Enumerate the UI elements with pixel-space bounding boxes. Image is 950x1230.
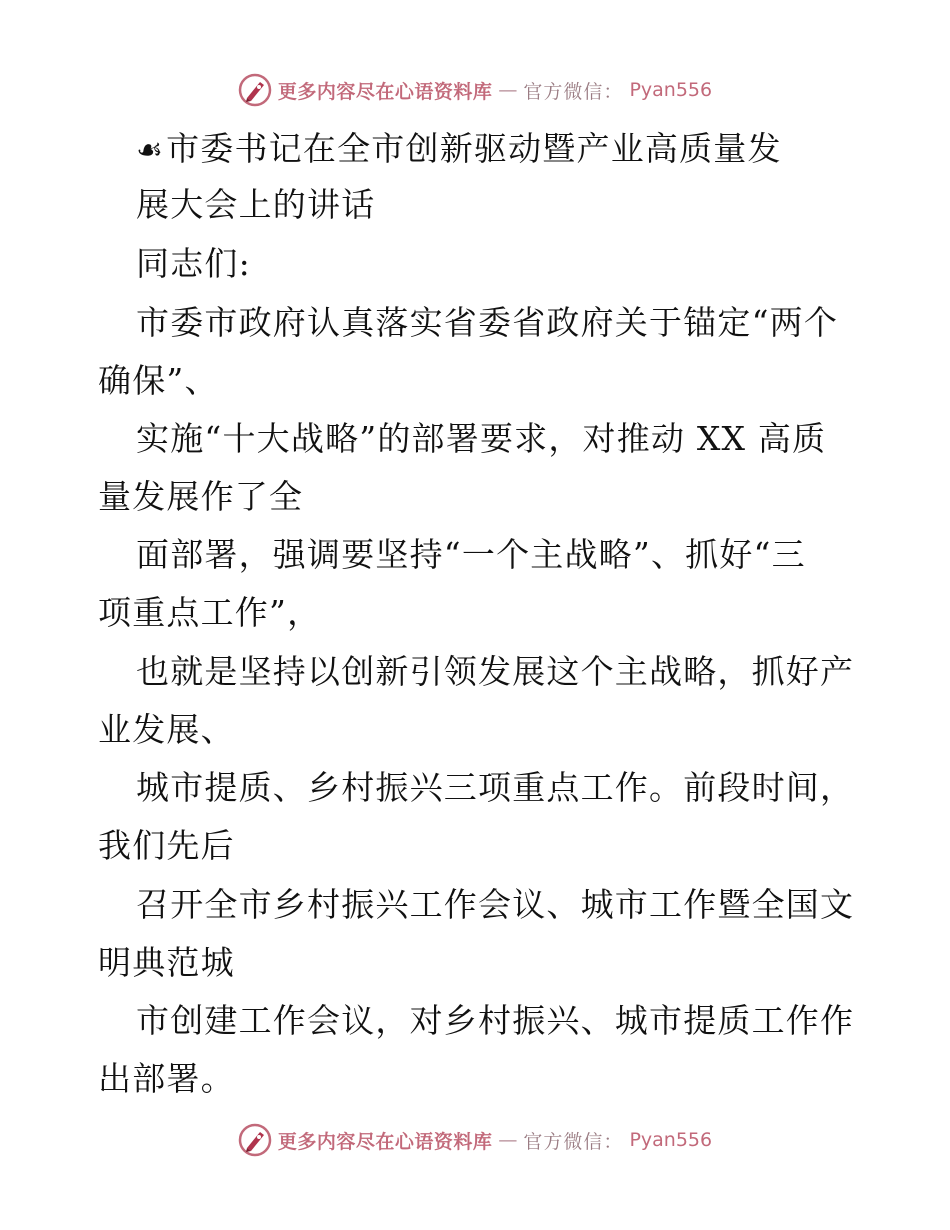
paragraph-line: 市创建工作会议，对乡村振兴、城市提质工作作 — [136, 1001, 855, 1040]
watermark-dash: — — [498, 1129, 518, 1151]
watermark-main-text: 更多内容尽在心语资料库 — [277, 80, 493, 103]
fleuron-icon: ☙ — [136, 133, 165, 168]
header-watermark — [0, 70, 950, 110]
paragraph-line: 量发展作了全 — [98, 477, 304, 516]
paragraph-line: 确保”、 — [98, 361, 219, 400]
watermark-wechat-id: Pyan556 — [629, 79, 713, 101]
document-title-line-1: ☙市委书记在全市创新驱动暨产业高质量发 — [136, 129, 782, 168]
paragraph-line: 召开全市乡村振兴工作会议、城市工作暨全国文 — [136, 885, 855, 924]
watermark-dash: — — [498, 79, 518, 101]
paragraph-line: 也就是坚持以创新引领发展这个主战略，抓好产 — [136, 652, 855, 691]
watermark-main-text: 更多内容尽在心语资料库 — [277, 1130, 493, 1153]
paragraph-line: 市委市政府认真落实省委省政府关于锚定“两个 — [136, 303, 839, 342]
paragraph-line: 业发展、 — [98, 710, 235, 749]
salutation: 同志们: — [136, 244, 251, 283]
pen-logo-icon — [238, 73, 272, 107]
watermark-official-label: 官方微信： — [523, 80, 624, 103]
footer-watermark — [0, 1120, 950, 1160]
watermark-wechat-id: Pyan556 — [629, 1129, 713, 1151]
paragraph-line: 城市提质、乡村振兴三项重点工作。前段时间， — [136, 768, 855, 807]
watermark-official-label: 官方微信： — [523, 1130, 624, 1153]
paragraph-line: 我们先后 — [98, 826, 235, 865]
pen-logo-icon — [238, 1123, 272, 1157]
paragraph-line: 出部署。 — [98, 1059, 235, 1098]
paragraph-line: 项重点工作”， — [98, 593, 322, 632]
paragraph-line: 实施“十大战略”的部署要求，对推动 XX 高质 — [136, 419, 827, 458]
paragraph-line: 面部署，强调要坚持“一个主战略”、抓好“三 — [136, 535, 806, 574]
paragraph-line: 明典范城 — [98, 943, 235, 982]
document-title-line-2: 展大会上的讲话 — [136, 185, 376, 224]
